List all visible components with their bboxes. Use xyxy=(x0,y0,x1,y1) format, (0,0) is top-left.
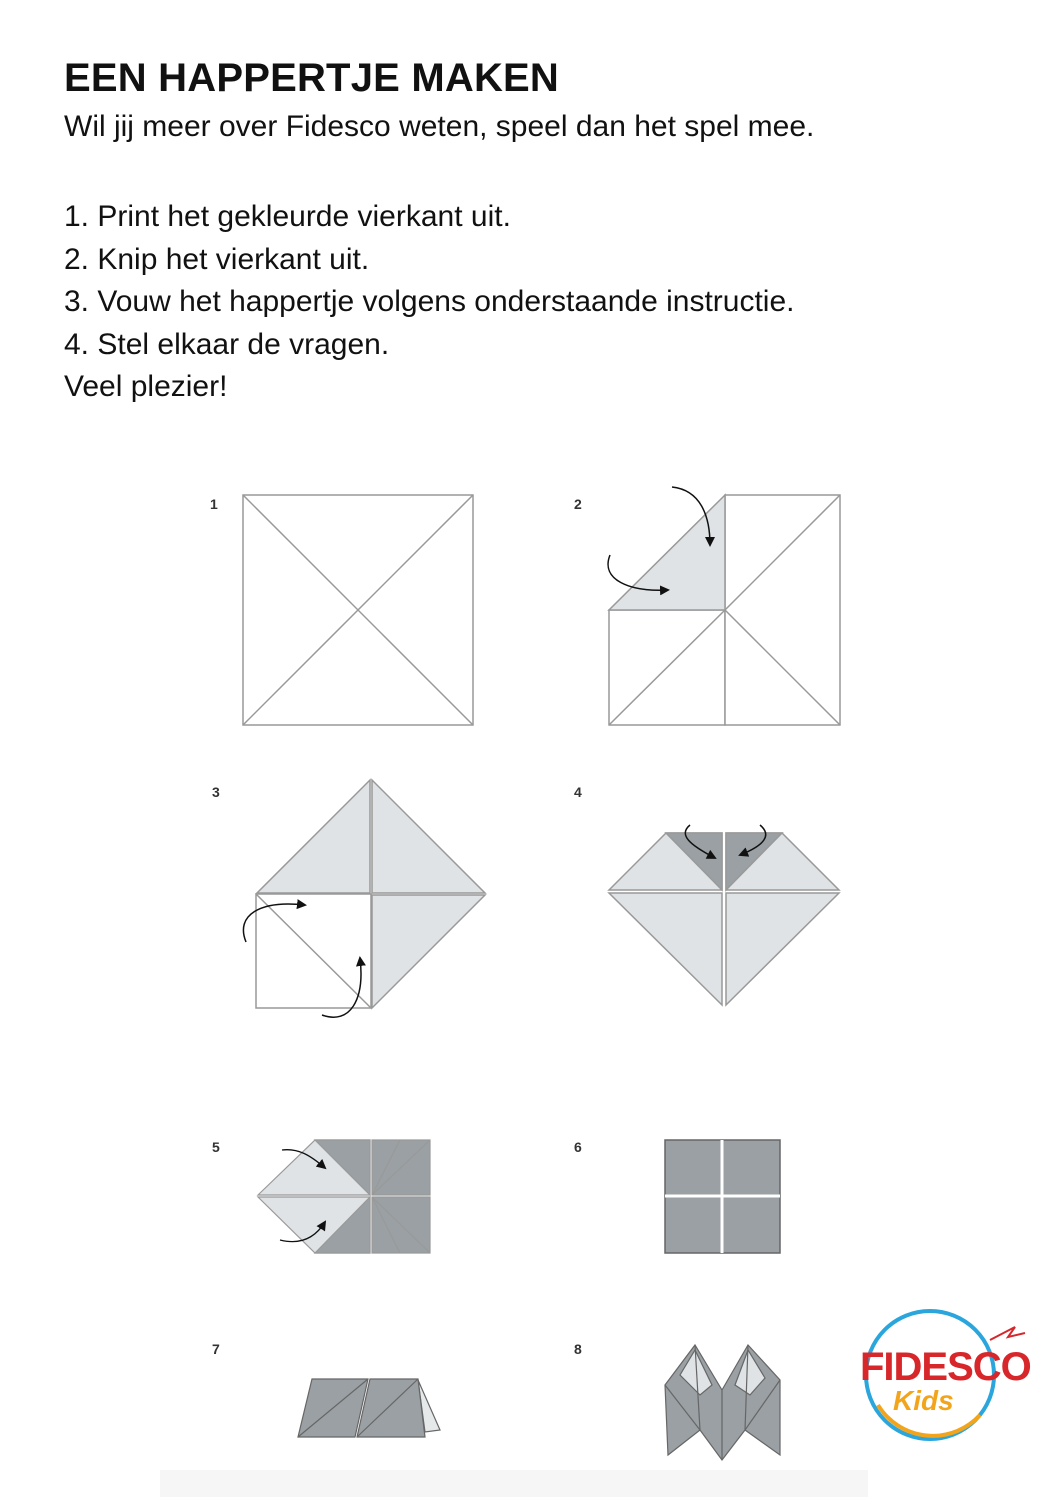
diagram-number-1: 1 xyxy=(210,496,218,512)
instruction-step: 1. Print het gekleurde vierkant uit. xyxy=(64,200,511,233)
diagram-4-diamond xyxy=(609,825,839,1005)
instruction-step: 4. Stel elkaar de vragen. xyxy=(64,327,390,361)
diagram-number-3: 3 xyxy=(212,784,220,800)
diagram-number-7: 7 xyxy=(212,1341,220,1357)
diagram-5-folded-square xyxy=(258,1140,430,1253)
diagram-number-4: 4 xyxy=(574,784,582,800)
diagram-number-6: 6 xyxy=(574,1139,582,1155)
diagram-6-flat-square xyxy=(665,1140,780,1253)
instruction-step: 2. Knip het vierkant uit. xyxy=(64,242,370,276)
diagram-number-5: 5 xyxy=(212,1139,220,1155)
logo-brand-text: FIDESCO xyxy=(860,1345,1031,1389)
logo-sub-text: Kids xyxy=(893,1385,954,1416)
diagram-7-folded-strip xyxy=(298,1379,440,1437)
diagram-1-square xyxy=(243,495,473,725)
closing-text: Veel plezier! xyxy=(64,370,228,403)
page-title: EEN HAPPERTJE MAKEN xyxy=(64,56,559,100)
diagram-number-8: 8 xyxy=(574,1341,582,1357)
intro-text: Wil jij meer over Fidesco weten, speel dan het spel mee. xyxy=(64,110,815,143)
diagram-number-2: 2 xyxy=(574,496,582,512)
instruction-step: 3. Vouw het happertje volgens onderstaande instructie. xyxy=(64,285,795,318)
diagram-8-fortune-teller xyxy=(665,1345,780,1460)
diagram-3-three-corners xyxy=(243,780,485,1017)
diagram-2-corner-fold xyxy=(608,487,840,725)
